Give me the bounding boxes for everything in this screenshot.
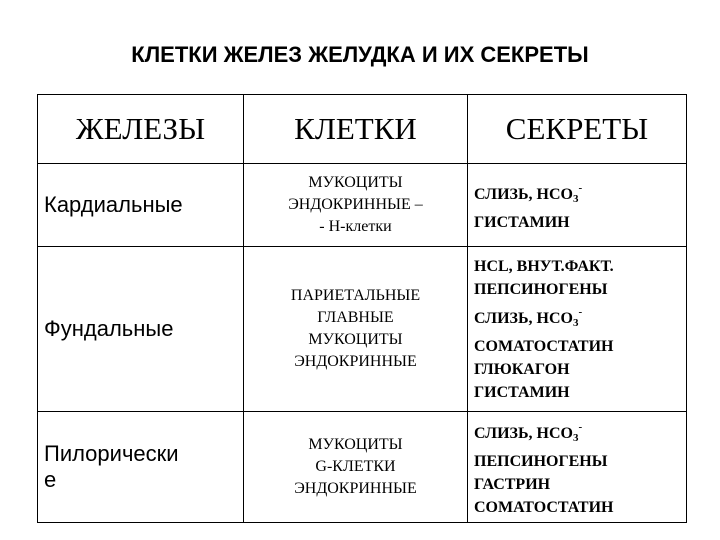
cell-type: ПАРИЕТАЛЬНЫЕ [290,287,421,304]
secretion: ПЕПСИНОГЕНЫ [474,452,608,470]
cell-types [244,412,468,523]
gland-name: Пилорически е [38,412,244,523]
table-row [38,247,687,412]
secretion-list [468,412,687,523]
gland-name: Фундальные [38,247,244,412]
secretions-table [37,94,687,523]
header-glands: ЖЕЛЕЗЫ [38,95,244,164]
secretion: СЛИЗЬ, $НСО_3^-$ [474,420,583,444]
secretion: ГЛЮКАГОН [474,360,570,378]
secretion: СОМАТОСТАТИН [474,337,614,355]
secretion-list [468,164,687,247]
cell-type: МУКОЦИТЫ [308,436,403,453]
page-title: КЛЕТКИ ЖЕЛЕЗ ЖЕЛУДКА И ИХ СЕКРЕТЫ [131,42,589,67]
cell-type: - Н-клетки [319,218,392,235]
secretion: СЛИЗЬ, $НСО_3^-$ [474,305,583,329]
table-header-row [38,95,687,164]
secretion: СЛИЗЬ, $НСО_3^-$ [474,181,583,205]
table-row [38,412,687,523]
header-secretions: СЕКРЕТЫ [468,95,687,164]
secretion: ГАСТРИН [474,475,551,493]
table-row [38,164,687,247]
cell-type: ЭНДОКРИННЫЕ – [288,196,423,213]
cell-type: ЭНДОКРИННЫЕ [294,353,417,370]
cell-types [244,164,468,247]
cell-type: МУКОЦИТЫ [308,331,403,348]
cell-type: G-КЛЕТКИ [315,458,396,475]
cell-types [244,247,468,412]
secretion: СОМАТОСТАТИН [474,498,614,516]
header-cells: КЛЕТКИ [244,95,468,164]
secretion: ПЕПСИНОГЕНЫ [474,280,608,298]
secretion: ГИСТАМИН [474,383,570,401]
cell-type: ГЛАВНЫЕ [317,309,394,326]
gland-name: Кардиальные [38,164,244,247]
secretion: НCL, ВНУТ.ФАКТ. [474,257,614,275]
secretion: ГИСТАМИН [474,213,570,231]
cell-type: МУКОЦИТЫ [308,174,403,191]
cell-type: ЭНДОКРИННЫЕ [294,480,417,497]
secretion-list [468,247,687,412]
